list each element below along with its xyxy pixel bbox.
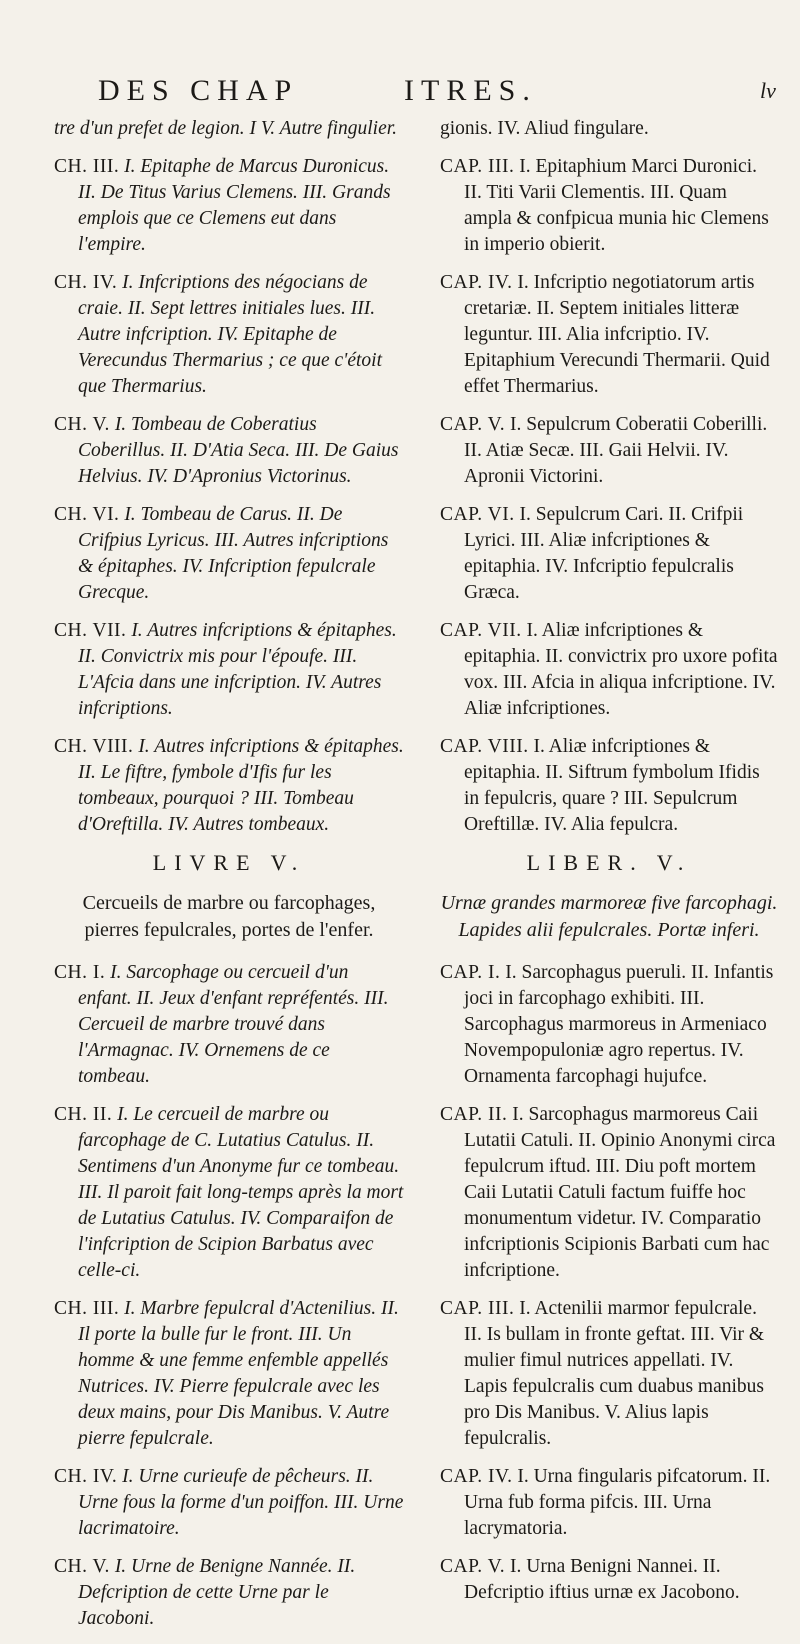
entry-text: I. Infcriptio negotiatorum artis cretariæ. II. Septem initiales litteræ leguntur. III. Alia infcriptio. IV. Epitaphium Verecundi Thermarii. Quid effet Thermarius. xyxy=(464,272,770,397)
chapter-label: CAP. VIII. xyxy=(440,736,529,757)
chapter-entry xyxy=(440,1102,778,1284)
entry-text: I. Epitaphe de Marcus Duronicus. II. De Titus Varius Clemens. III. Grands emplois que ce Clemens eut dans l'empire. xyxy=(78,156,391,255)
entry-text: I. Aliæ infcriptiones & epitaphia. II. convictrix pro uxore pofita vox. III. Afcia in aliqua infcriptione. IV. Aliæ infcriptiones. xyxy=(464,620,778,719)
chapter-label: CAP. VII. xyxy=(440,620,522,641)
chapter-entry xyxy=(54,1554,404,1632)
entry-text: I. Epitaphium Marci Duronici. II. Titi Varii Clementis. III. Quam ampla & confpicua munia hic Clemens in imperio obierit. xyxy=(464,156,769,255)
chapter-label: CAP. III. xyxy=(440,156,515,177)
page-number: lv xyxy=(760,78,776,103)
chapter-entry xyxy=(54,1296,404,1452)
entry-text: I. Autres infcriptions & épitaphes. II. Le fiftre, fymbole d'Ifis fur les tombeaux, pourquoi ? III. Tombeau d'Oreftilla. IV. Autres tombeaux. xyxy=(78,736,404,835)
chapter-entry xyxy=(54,1102,404,1284)
chapter-label: CH. V. xyxy=(54,414,110,435)
chapter-entry xyxy=(440,618,778,722)
chapter-entry xyxy=(54,734,404,838)
chapter-label: CH. III. xyxy=(54,1298,120,1319)
chapter-entry xyxy=(440,1554,778,1606)
french-column xyxy=(54,116,404,1644)
entry-text: I. Actenilii marmor fepulcrale. II. Is bullam in fronte geftat. III. Vir & mulier fimul nutrices appellati. IV. Lapis fepulcralis cum duabus manibus pro Dis Manibus. V. Alius lapis fepulcralis. xyxy=(464,1298,765,1449)
chapter-label: CAP. IV. xyxy=(440,1466,513,1487)
chapter-entry xyxy=(440,116,778,142)
chapter-label: CH. III. xyxy=(54,156,120,177)
chapter-entry xyxy=(54,116,404,142)
book-title: LIBER. V. xyxy=(526,850,692,875)
entry-text: I. Aliæ infcriptiones & epitaphia. II. Siftrum fymbolum Ifidis in fepulcris, quare ? III. Sepulcrum Oreftillæ. IV. Alia fepulcra. xyxy=(464,736,760,835)
book-title: LIVRE V. xyxy=(152,850,306,875)
chapter-label: CH. IV. xyxy=(54,272,118,293)
chapter-label: CH. IV. xyxy=(54,1466,118,1487)
chapter-entry xyxy=(54,154,404,258)
entry-text: I. Sarcophage ou cercueil d'un enfant. II. Jeux d'enfant repréfentés. III. Cercueil de marbre trouvé dans l'Armagnac. IV. Ornemens de ce tombeau. xyxy=(78,962,389,1087)
chapter-entry xyxy=(440,412,778,490)
entry-text: I. Tombeau de Coberatius Coberillus. II. D'Atia Seca. III. De Gaius Helvius. IV. D'Apronius Victorinus. xyxy=(78,414,399,487)
chapter-entry xyxy=(54,270,404,400)
chapter-entry xyxy=(440,1464,778,1542)
entry-text: I. Urne de Benigne Nannée. II. Defcription de cette Urne par le Jacoboni. xyxy=(78,1556,356,1629)
entry-text: I. Urne curieufe de pêcheurs. II. Urne fous la forme d'un poiffon. III. Urne lacrimatoire. xyxy=(78,1466,404,1539)
entry-text: gionis. IV. Aliud fingulare. xyxy=(440,118,649,139)
chapter-label: CH. VI. xyxy=(54,504,120,525)
book-subtitle: Urnæ grandes marmoreæ five farcophagi. Lapides alii fepulcrales. Portæ inferi. xyxy=(440,892,778,941)
header-right: ITRES. xyxy=(404,74,537,107)
chapter-entry xyxy=(54,412,404,490)
chapter-entry xyxy=(54,502,404,606)
chapter-label: CH. V. xyxy=(54,1556,110,1577)
chapter-label: CAP. II. xyxy=(440,1104,508,1125)
chapter-label: CH. II. xyxy=(54,1104,113,1125)
running-header xyxy=(0,74,800,114)
entry-text: I. Marbre fepulcral d'Actenilius. II. Il porte la bulle fur le front. III. Un homme & une femme enfemble appellés Nutrices. IV. Pierre fepulcrale avec les deux mains, pour Dis Manibus. V. Autre pierre fepulcrale. xyxy=(78,1298,399,1449)
chapter-entry xyxy=(440,1296,778,1452)
entry-text: I. Sarcophagus marmoreus Caii Lutatii Catuli. II. Opinio Anonymi circa fepulcrum iftud. III. Diu poft mortem Caii Lutatii Catuli factum fuiffe hoc monumentum videtur. IV. Comparatio infcriptionis Scipionis Barbati cum hac infcriptione. xyxy=(464,1104,776,1281)
chapter-label: CAP. IV. xyxy=(440,272,513,293)
latin-column xyxy=(440,116,778,1618)
chapter-entry xyxy=(54,618,404,722)
chapter-label: CAP. VI. xyxy=(440,504,515,525)
entry-text: I. Le cercueil de marbre ou farcophage de C. Lutatius Catulus. II. Sentimens d'un Anonyme fur ce tombeau. III. Il paroit fait long-temps après la mort de Lutatius Catulus. IV. Comparaifon de l'infcription de Scipion Barbatus avec celle-ci. xyxy=(78,1104,404,1281)
entry-text: I. Infcriptions des négocians de craie. II. Sept lettres initiales lues. III. Autre infcription. IV. Epitaphe de Verecundus Thermarius ; ce que c'étoit que Thermarius. xyxy=(78,272,383,397)
entry-text: I. Tombeau de Carus. II. De Crifpius Lyricus. III. Autres infcriptions & épitaphes. IV. Infcription fepulcrale Grecque. xyxy=(78,504,389,603)
chapter-label: CAP. V. xyxy=(440,414,506,435)
entry-text: tre d'un prefet de legion. I V. Autre fingulier. xyxy=(54,118,398,139)
chapter-label: CH. VIII. xyxy=(54,736,134,757)
chapter-label: CH. I. xyxy=(54,962,106,983)
chapter-label: CAP. III. xyxy=(440,1298,515,1319)
entry-text: I. Urna Benigni Nannei. II. Defcriptio iftius urnæ ex Jacobono. xyxy=(464,1556,740,1603)
chapter-label: CAP. V. xyxy=(440,1556,506,1577)
chapter-label: CAP. I. xyxy=(440,962,501,983)
chapter-entry xyxy=(440,502,778,606)
chapter-entry xyxy=(440,960,778,1090)
chapter-entry xyxy=(440,734,778,838)
book-subtitle: Cercueils de marbre ou farcophages, pierres fepulcrales, portes de l'enfer. xyxy=(82,892,376,941)
entry-text: I. Urna fingularis pifcatorum. II. Urna fub forma pifcis. III. Urna lacrymatoria. xyxy=(464,1466,771,1539)
entry-text: I. Sarcophagus pueruli. II. Infantis joci in farcophago exhibiti. III. Sarcophagus marmoreus in Armeniaco Novempopuloniæ agro repertus. IV. Ornamenta farcophagi hujufce. xyxy=(464,962,774,1087)
header-left: DES CHAP xyxy=(98,74,299,107)
entry-text: I. Autres infcriptions & épitaphes. II. Convictrix mis pour l'époufe. III. L'Afcia dans une infcription. IV. Autres infcriptions. xyxy=(78,620,397,719)
entry-text: I. Sepulcrum Coberatii Coberilli. II. Atiæ Secæ. III. Gaii Helvii. IV. Apronii Victorini. xyxy=(464,414,768,487)
chapter-entry xyxy=(440,154,778,258)
entry-text: I. Sepulcrum Cari. II. Crifpii Lyrici. III. Aliæ infcriptiones & epitaphia. IV. Infcriptio fepulcralis Græca. xyxy=(464,504,744,603)
chapter-entry xyxy=(54,1464,404,1542)
chapter-entry xyxy=(54,960,404,1090)
chapter-entry xyxy=(440,270,778,400)
chapter-label: CH. VII. xyxy=(54,620,127,641)
